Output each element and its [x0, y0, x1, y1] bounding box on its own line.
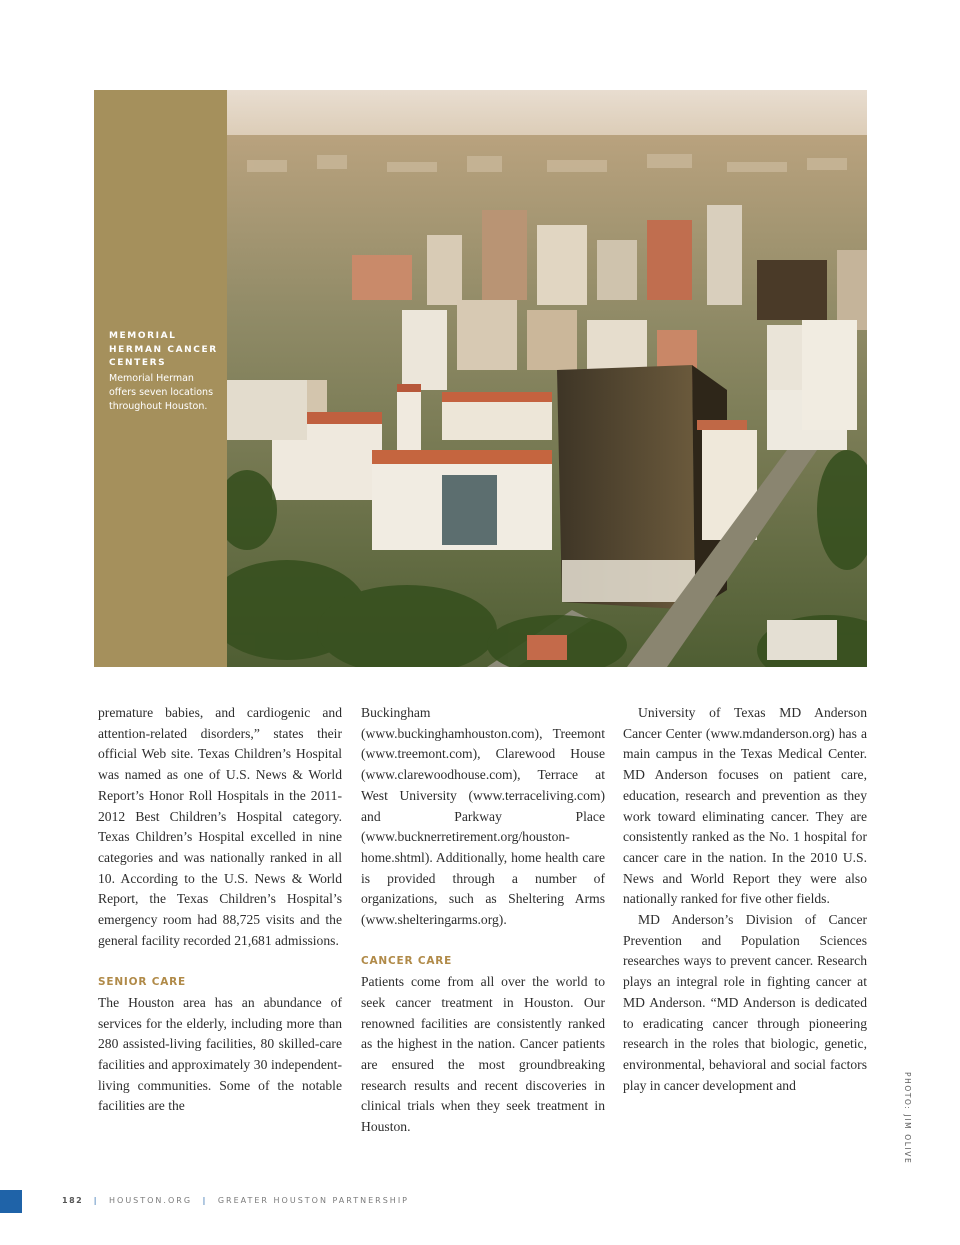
col2-paragraph-1: Buckingham (www.buckinghamhouston.com), Treemont (www.treemont.com), Clarewood House (www.clarewoodhouse.com), Terrace at West University (www.terraceliving.com) and Parkway Place (www.bucknerretirement.org/houston-home.shtml). Additionally, home health care is provided through a number of organizations, such as Sheltering Arms (www.shelteringarms.org).: [361, 705, 605, 928]
senior-care-heading: SENIOR CARE: [98, 976, 186, 989]
cancer-care-heading: CANCER CARE: [361, 955, 453, 968]
col3-paragraph-1: University of Texas MD Anderson Cancer Center (www.mdanderson.org) has a main campus in the Texas Medical Center. MD Anderson focuses on patient care, education, research and prevention as they work toward eliminating cancer. They are consistently ranked as the No. 1 hospital for cancer care in the nation. In the 2010 U.S. News and World Report they were also nationally ranked for five other fields.: [623, 705, 867, 907]
col1-paragraph-2: The Houston area has an abundance of services for the elderly, including more than 280 assisted-living facilities, 80 skilled-care facilities and approximately 30 independent-living communities. Some of the notable facilities are the: [98, 994, 342, 1114]
footer-color-tab: [0, 1190, 22, 1213]
text-column-3: [623, 703, 867, 1096]
photo-caption: [109, 330, 221, 414]
caption-sidebar: [94, 90, 227, 667]
footer-site: HOUSTON.ORG: [109, 1196, 193, 1205]
footer-separator: |: [202, 1196, 208, 1205]
footer-separator: |: [93, 1196, 99, 1205]
col2-paragraph-2: Patients come from all over the world to seek cancer treatment in Houston. Our renowned facilities are consistently ranked as the highest in the nation. Cancer patients are ensured the most groundbreaking research results and recent discoveries in clinical trials when they seek treatment in Houston.: [361, 974, 605, 1135]
footer-publisher: GREATER HOUSTON PARTNERSHIP: [217, 1196, 409, 1205]
text-column-1: [98, 703, 342, 1117]
caption-text: Memorial Herman offers seven locations throughout Houston.: [109, 372, 214, 412]
page-number: 182: [62, 1196, 84, 1205]
aerial-city-photo: [227, 90, 867, 667]
hero-figure: [94, 90, 867, 667]
photo-credit: PHOTO: JIM OLIVE: [903, 1072, 912, 1165]
text-column-2: [361, 703, 605, 1138]
caption-title: MEMORIAL HERMAN CANCER CENTERS: [109, 331, 218, 368]
col3-paragraph-2: MD Anderson’s Division of Cancer Prevention and Population Sciences researches ways to prevent cancer. Research plays an integral role in fighting cancer at MD Anderson. “MD Anderson is dedicated to eradicating cancer through pioneering research in the roles that biologic, genetic, environmental, behavioral and social factors play in cancer development and: [623, 912, 867, 1093]
page-footer: [62, 1196, 409, 1205]
col1-paragraph-1: premature babies, and cardiogenic and attention-related disorders,” states their official Web site. Texas Children’s Hospital was named as one of U.S. News & World Report’s Honor Roll Hospitals in the 2011-2012 Best Children’s Hospital category. Texas Children’s Hospital excelled in nine categories and was nationally ranked in all 10. According to the U.S. News & World Report, the Texas Children’s Hospital’s emergency room had 88,725 visits and the general facility recorded 21,681 admissions.: [98, 705, 342, 948]
